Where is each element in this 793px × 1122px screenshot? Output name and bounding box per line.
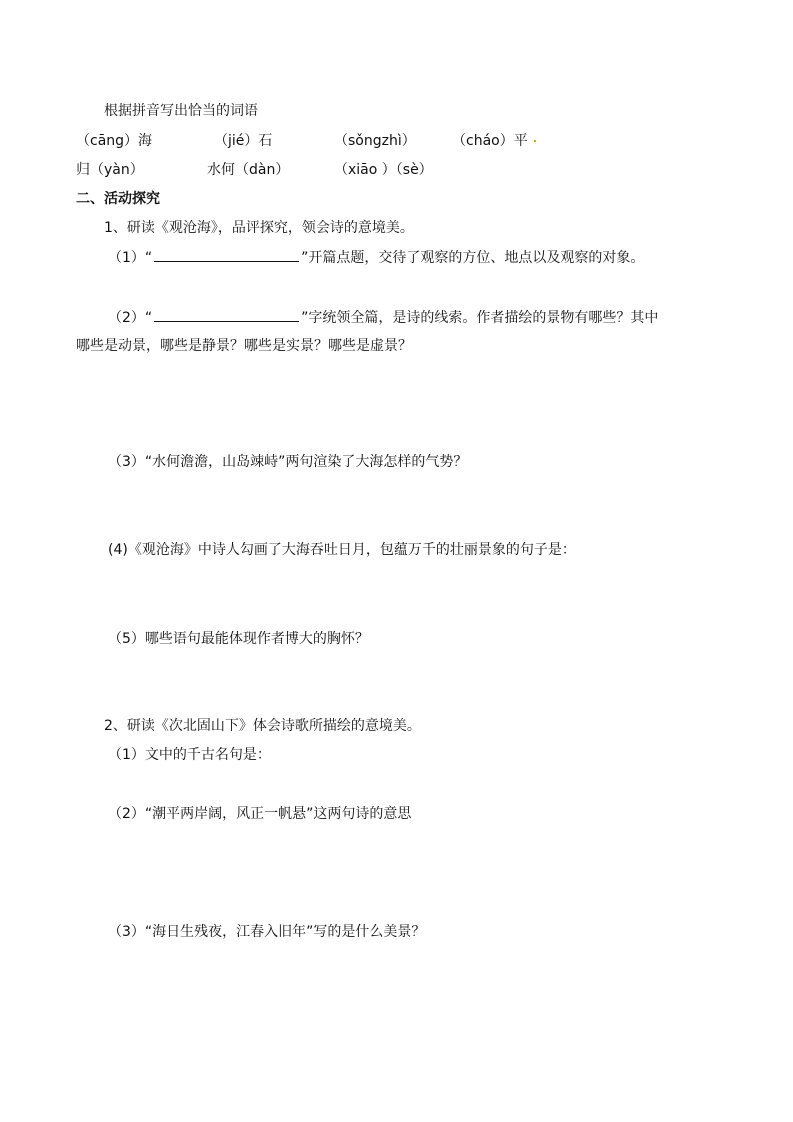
question-1-3: （3）“水何澹澹，山岛竦峙”两句渲染了大海怎样的气势？ (108, 454, 468, 470)
mark-dot (534, 140, 536, 142)
pinyin-item: （cháo）平 (452, 131, 536, 151)
answer-blank[interactable] (154, 247, 299, 262)
question-1-2-continued: 哪些是动景，哪些是静景？哪些是实景？哪些是虚景？ (76, 338, 412, 354)
question-1-5: （5）哪些语句最能体现作者博大的胸怀？ (108, 631, 369, 647)
pinyin-item: 水何（dàn） (207, 162, 290, 178)
question-prefix: （2）“ (108, 310, 153, 326)
pinyin-item: 归（yàn） (76, 162, 144, 178)
question-2-1: （1）文中的千古名句是： (108, 747, 271, 763)
question-1-1 (108, 247, 644, 268)
section-title: 二、活动探究 (76, 191, 160, 207)
pinyin-item: （sǒngzhì） (334, 133, 416, 149)
question-text: ”字统领全篇，是诗的线索。作者描绘的景物有哪些？其中 (301, 310, 659, 326)
answer-blank[interactable] (154, 307, 299, 322)
question-prefix: （1）“ (108, 250, 153, 266)
question-text: ”开篇点题，交待了观察的方位、地点以及观察的对象。 (301, 250, 645, 266)
question-1-2 (108, 307, 658, 328)
pinyin-item: （cāng）海 (76, 133, 153, 149)
pinyin-item: （xiāo ）（sè） (334, 162, 433, 178)
question-1-4: (4)《观沧海》中诗人勾画了大海吞吐日月，包蕴万千的壮丽景象的句子是： (108, 542, 576, 558)
question-2-3: （3）“海日生残夜，江春入旧年”写的是什么美景？ (108, 924, 426, 940)
pinyin-heading: 根据拼音写出恰当的词语 (104, 103, 258, 119)
part1-heading: 1、研读《观沧海》，品评探究，领会诗的意境美。 (104, 220, 414, 236)
question-2-2: （2）“潮平两岸阔，风正一帆悬”这两句诗的意思 (108, 806, 412, 822)
part2-heading: 2、研读《次北固山下》体会诗歌所描绘的意境美。 (104, 718, 421, 734)
pinyin-item: （jié）石 (214, 133, 273, 149)
